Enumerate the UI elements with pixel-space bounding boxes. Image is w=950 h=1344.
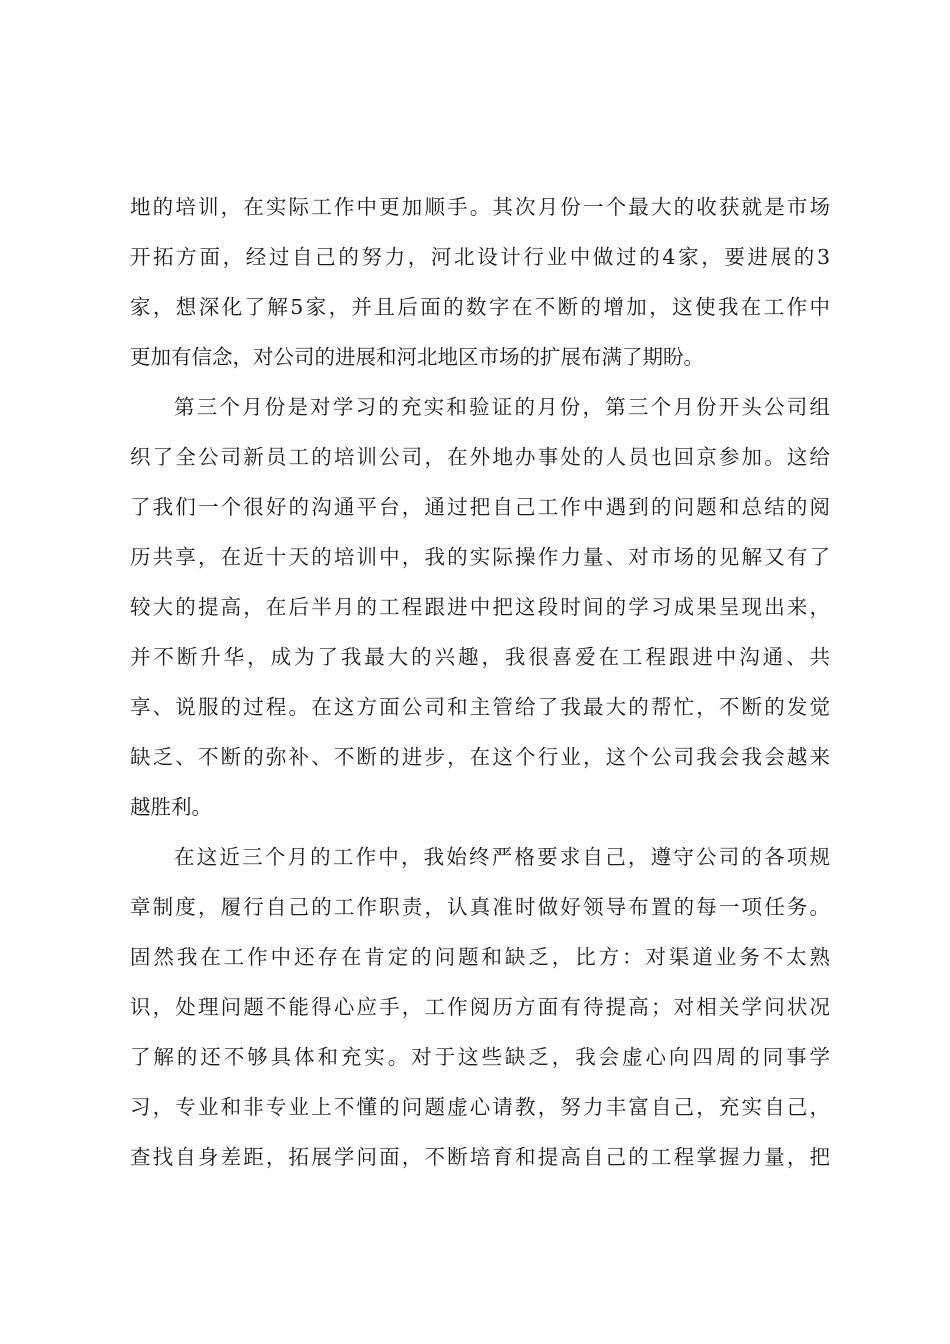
text-line: 越胜利。 [130,795,212,819]
text-line: 在这近三个月的工作中，我始终严格要求自己，遵守公司的各项规 [174,845,830,869]
text-line: 了解的还不够具体和充实。对于这些缺乏，我会虚心向四周的同事学 [130,1045,830,1069]
text-line: 地的培训，在实际工作中更加顺手。其次月份一个最大的收获就是市场 [130,195,830,219]
text-line: 习，专业和非专业上不懂的问题虚心请教，努力丰富自己，充实自己， [130,1095,830,1119]
paragraph-1 [130,182,830,382]
text-line: 更加有信念，对公司的进展和河北地区市场的扩展布满了期盼。 [130,345,704,369]
text-line: 识，处理问题不能得心应手，工作阅历方面有待提高；对相关学问状况 [130,995,830,1019]
paragraph-2 [130,382,830,832]
text-line: 历共享，在近十天的培训中，我的实际操作力量、对市场的见解又有了 [130,545,830,569]
document-body [130,182,830,1182]
text-line: 享、说服的过程。在这方面公司和主管给了我最大的帮忙，不断的发觉 [130,695,830,719]
text-line: 并不断升华，成为了我最大的兴趣，我很喜爱在工程跟进中沟通、共 [130,645,830,669]
text-line: 缺乏、不断的弥补、不断的进步，在这个行业，这个公司我会我会越来 [130,745,830,769]
text-line: 查找自身差距，拓展学问面，不断培育和提高自己的工程掌握力量，把 [130,1145,830,1169]
text-line: 家，想深化了解5家，并且后面的数字在不断的增加，这使我在工作中 [130,295,830,319]
text-line: 较大的提高，在后半月的工程跟进中把这段时间的学习成果呈现出来， [130,595,830,619]
text-line: 开拓方面，经过自己的努力，河北设计行业中做过的4家，要进展的3 [130,245,830,269]
text-line: 第三个月份是对学习的充实和验证的月份，第三个月份开头公司组 [174,395,830,419]
text-line: 章制度，履行自己的工作职责，认真准时做好领导布置的每一项任务。 [130,895,830,919]
text-line: 织了全公司新员工的培训公司，在外地办事处的人员也回京参加。这给 [130,445,830,469]
text-line: 固然我在工作中还存在肯定的问题和缺乏，比方：对渠道业务不太熟 [130,945,830,969]
text-line: 了我们一个很好的沟通平台，通过把自己工作中遇到的问题和总结的阅 [130,495,830,519]
paragraph-3 [130,832,830,1182]
